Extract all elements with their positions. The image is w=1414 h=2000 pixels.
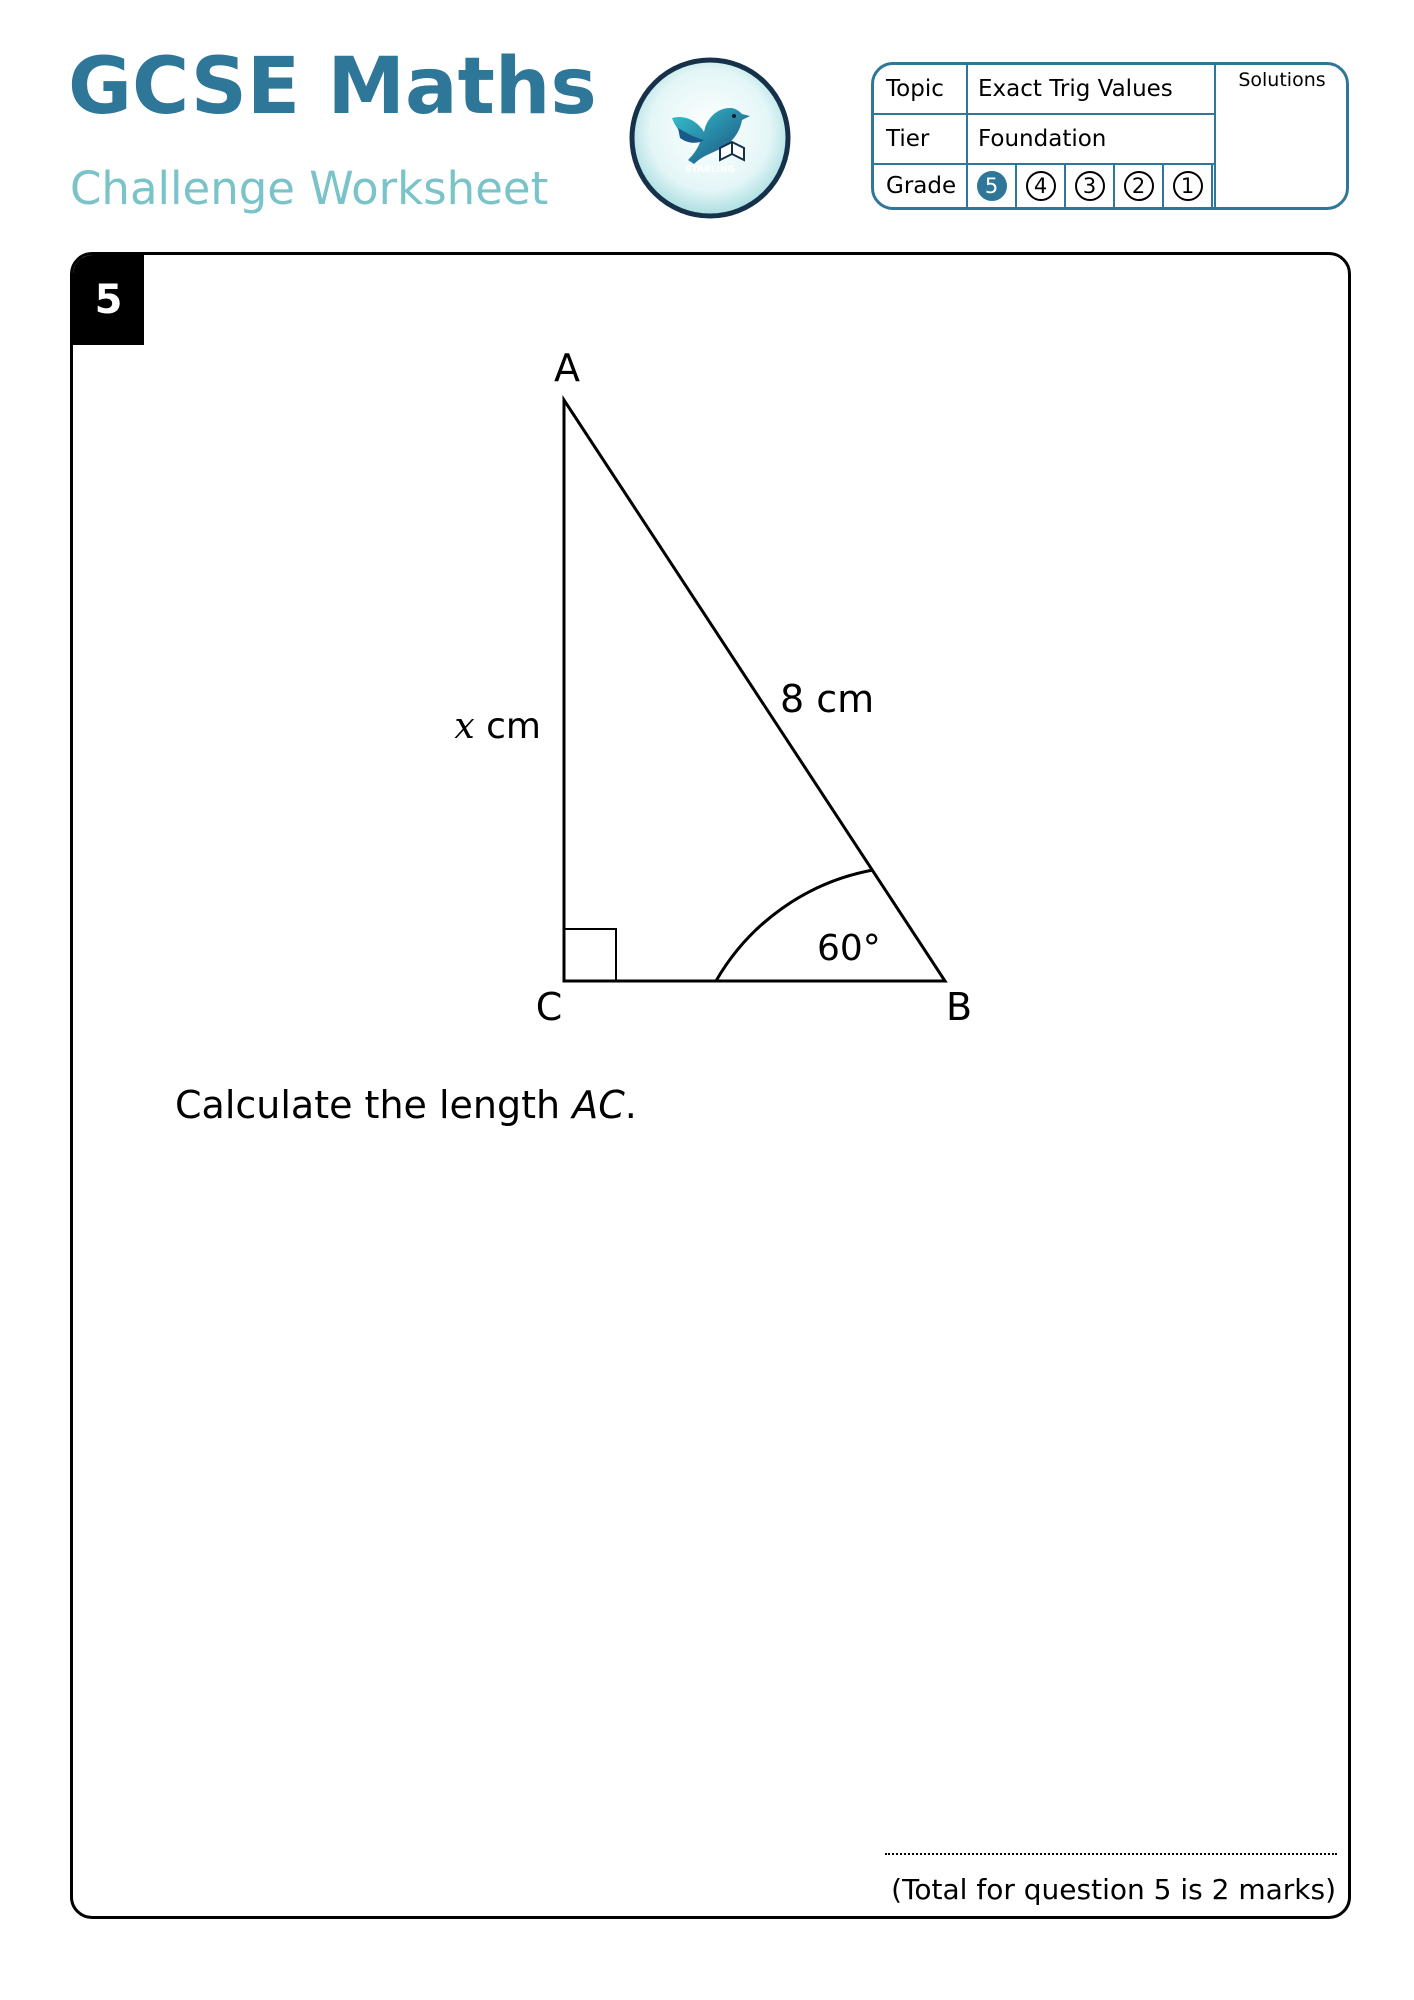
triangle-abc bbox=[564, 400, 945, 981]
topic-label: Topic bbox=[874, 65, 968, 113]
grade-row bbox=[874, 165, 1214, 207]
grade-badge-1: 1 bbox=[1173, 171, 1203, 201]
side-ac-unit: cm bbox=[486, 706, 541, 747]
question-prompt bbox=[175, 1083, 637, 1127]
grade-cell bbox=[1115, 165, 1164, 207]
logo-text: STARLING bbox=[685, 165, 735, 175]
tier-label: Tier bbox=[874, 115, 968, 163]
answer-line[interactable] bbox=[885, 1853, 1337, 1855]
grade-badge-5: 5 bbox=[977, 171, 1007, 201]
grade-label: Grade bbox=[874, 165, 968, 207]
grade-cell bbox=[1164, 165, 1213, 207]
topic-value: Exact Trig Values bbox=[978, 76, 1173, 102]
side-ac-variable: x bbox=[454, 706, 475, 747]
right-angle-marker bbox=[564, 929, 616, 981]
side-ac-label bbox=[454, 706, 541, 747]
worksheet-title: GCSE Maths bbox=[68, 42, 597, 132]
angle-b-label: 60° bbox=[817, 928, 881, 969]
question-panel bbox=[70, 252, 1351, 1919]
triangle-diagram bbox=[73, 255, 1351, 1355]
question-number: 5 bbox=[73, 255, 144, 345]
vertex-a-label: A bbox=[554, 346, 580, 390]
total-marks: (Total for question 5 is 2 marks) bbox=[891, 1873, 1336, 1906]
solutions-label: Solutions bbox=[1238, 69, 1326, 91]
vertex-c-label: C bbox=[535, 985, 563, 1029]
grade-cell bbox=[968, 165, 1017, 207]
grade-cell bbox=[1017, 165, 1066, 207]
prompt-end: . bbox=[624, 1083, 637, 1127]
tier-value: Foundation bbox=[978, 126, 1107, 152]
vertex-b-label: B bbox=[945, 985, 973, 1029]
grade-badge-2: 2 bbox=[1124, 171, 1154, 201]
prompt-text: Calculate the length bbox=[175, 1083, 573, 1127]
topic-row bbox=[874, 65, 1214, 115]
info-table bbox=[871, 62, 1349, 210]
grade-badge-4: 4 bbox=[1026, 171, 1056, 201]
tier-row bbox=[874, 115, 1214, 165]
worksheet-subtitle: Challenge Worksheet bbox=[70, 162, 549, 215]
grade-cell bbox=[1066, 165, 1115, 207]
grade-options bbox=[968, 165, 1213, 207]
starling-logo bbox=[628, 56, 792, 220]
grade-badge-3: 3 bbox=[1075, 171, 1105, 201]
side-ab-label: 8 cm bbox=[780, 677, 875, 721]
prompt-variable: AC bbox=[572, 1083, 625, 1127]
